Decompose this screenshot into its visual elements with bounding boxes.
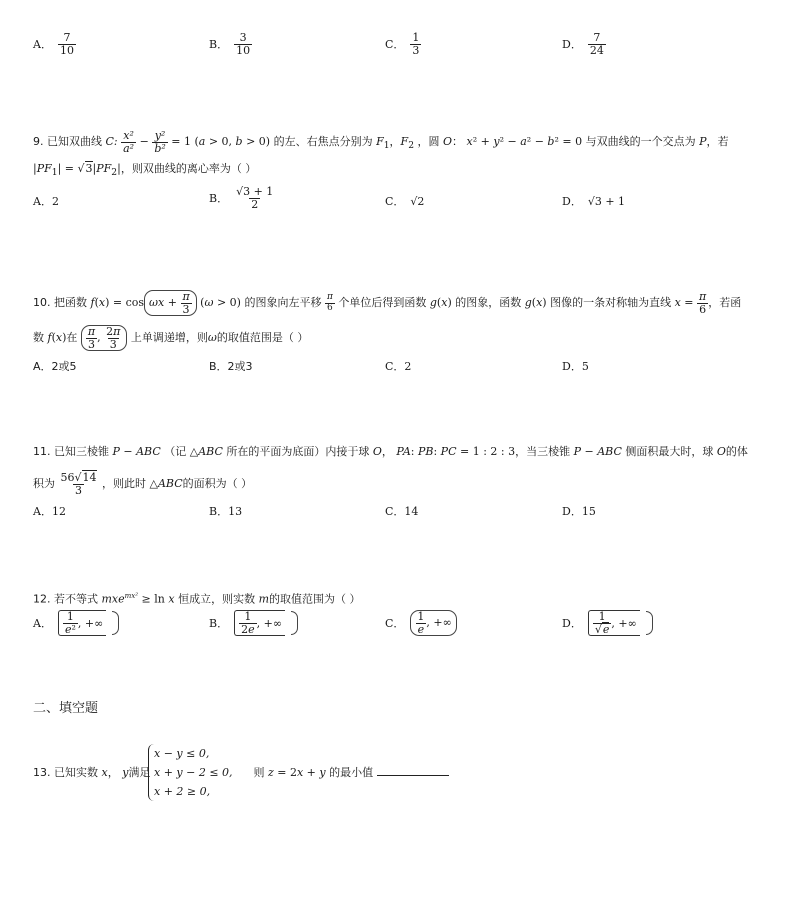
q9-option-b: B． $\frac{√3 + 1}{2}$	[209, 185, 274, 211]
fraction: $\frac{7}{10}$	[59, 31, 74, 57]
q11-option-d: D．15	[562, 505, 596, 518]
q11-line1: 11. 已知三棱锥 P − ABC （记 △ABC 所在的平面为底面）内接于球 O， PA: PB: PC = 1 : 2 : 3，当三棱锥 P − ABC 侧面积最大时，球 O的体	[33, 445, 748, 458]
q11-line2: 积为 $\frac{56√14}{3}$ ，则此时 △ABC的面积为（ ）	[33, 471, 253, 497]
q13-line: 13. 已知实数 x， y满足 则 z = 2x + y 的最小值	[33, 764, 449, 782]
q9-line1: 9. 已知双曲线 C: $\frac{\text{x²}}{\text{a²}}$ − $\frac{\text{y²}}{\text{b²}}$ = 1 (a > 0, b > 0) 的左、右焦点分别为 $F_1$，$F_2$ ，圆 O： x² + y² − a² − b² = 0 与双曲线的一个交点为 P，若	[33, 129, 729, 155]
q10-option-b: B．2或3	[209, 360, 253, 373]
q8-option-d: D． $\frac{7}{24}$	[562, 31, 604, 57]
q11-option-a: A．12	[33, 505, 66, 518]
q12-line1: 12. 若不等式 mxe$^{mx^2}$ ≥ ln x 恒成立，则实数 m的取值范围为（ ）	[33, 592, 361, 606]
q10-line1: 10. 把函数 f(x) = cos ωx + $\frac{\pi}{3}$ (ω > 0) 的图象向左平移 $\frac{\pi}{6}$ 个单位后得到函数 g(x) 的图象，函数 g(x) 图像的一条对称轴为直线 x = $\frac{\pi}{6}$ ，若函	[33, 290, 742, 316]
q10-option-a: A．2或5	[33, 360, 77, 373]
q12-option-b: B． $\frac{1}{2e}$ , +∞	[209, 610, 298, 636]
q9-option-d: D． √3 + 1	[562, 194, 626, 208]
q11-option-c: C．14	[385, 505, 419, 518]
fraction: $\frac{1}{3}$	[412, 31, 420, 57]
q8-option-c: C． $\frac{1}{3}$	[385, 31, 420, 57]
q11-option-b: B．13	[209, 505, 243, 518]
q9-line2: $|PF_1| = √3|PF_2|$，则双曲线的离心率为（ ）	[33, 162, 257, 179]
fraction: $\frac{3}{10}$	[236, 31, 251, 57]
hyperbola-equation: C:	[105, 135, 118, 149]
q12-option-d: D． $\frac{1}{√e}$ , +∞	[562, 610, 653, 636]
q8-option-b: B． $\frac{3}{10}$	[209, 31, 251, 57]
q9-option-a: A．2	[33, 195, 59, 208]
q10-line2: 数 f(x)在 $\frac{\pi}{3}$ , $\frac{2\pi}{3}$ 上单调递增，则ω的取值范围是（ ）	[33, 325, 309, 351]
q10-option-d: D．5	[562, 360, 589, 373]
answer-blank[interactable]	[377, 765, 449, 776]
q9-option-c: C． √2	[385, 194, 425, 208]
section-title: 二、填空题	[33, 701, 99, 716]
q12-option-a: A． $\frac{1}{\text{e²}}$ , +∞	[33, 610, 119, 636]
fraction: $\frac{7}{24}$	[589, 31, 604, 57]
constraint-system: x − y ≤ 0, x + y − 2 ≤ 0, x + 2 ≥ 0,	[148, 744, 233, 801]
q10-option-c: C．2	[385, 360, 412, 373]
q12-option-c: C． $\frac{1}{e}$ , +∞	[385, 610, 457, 636]
q8-option-a: A． $\frac{7}{10}$	[33, 31, 74, 57]
